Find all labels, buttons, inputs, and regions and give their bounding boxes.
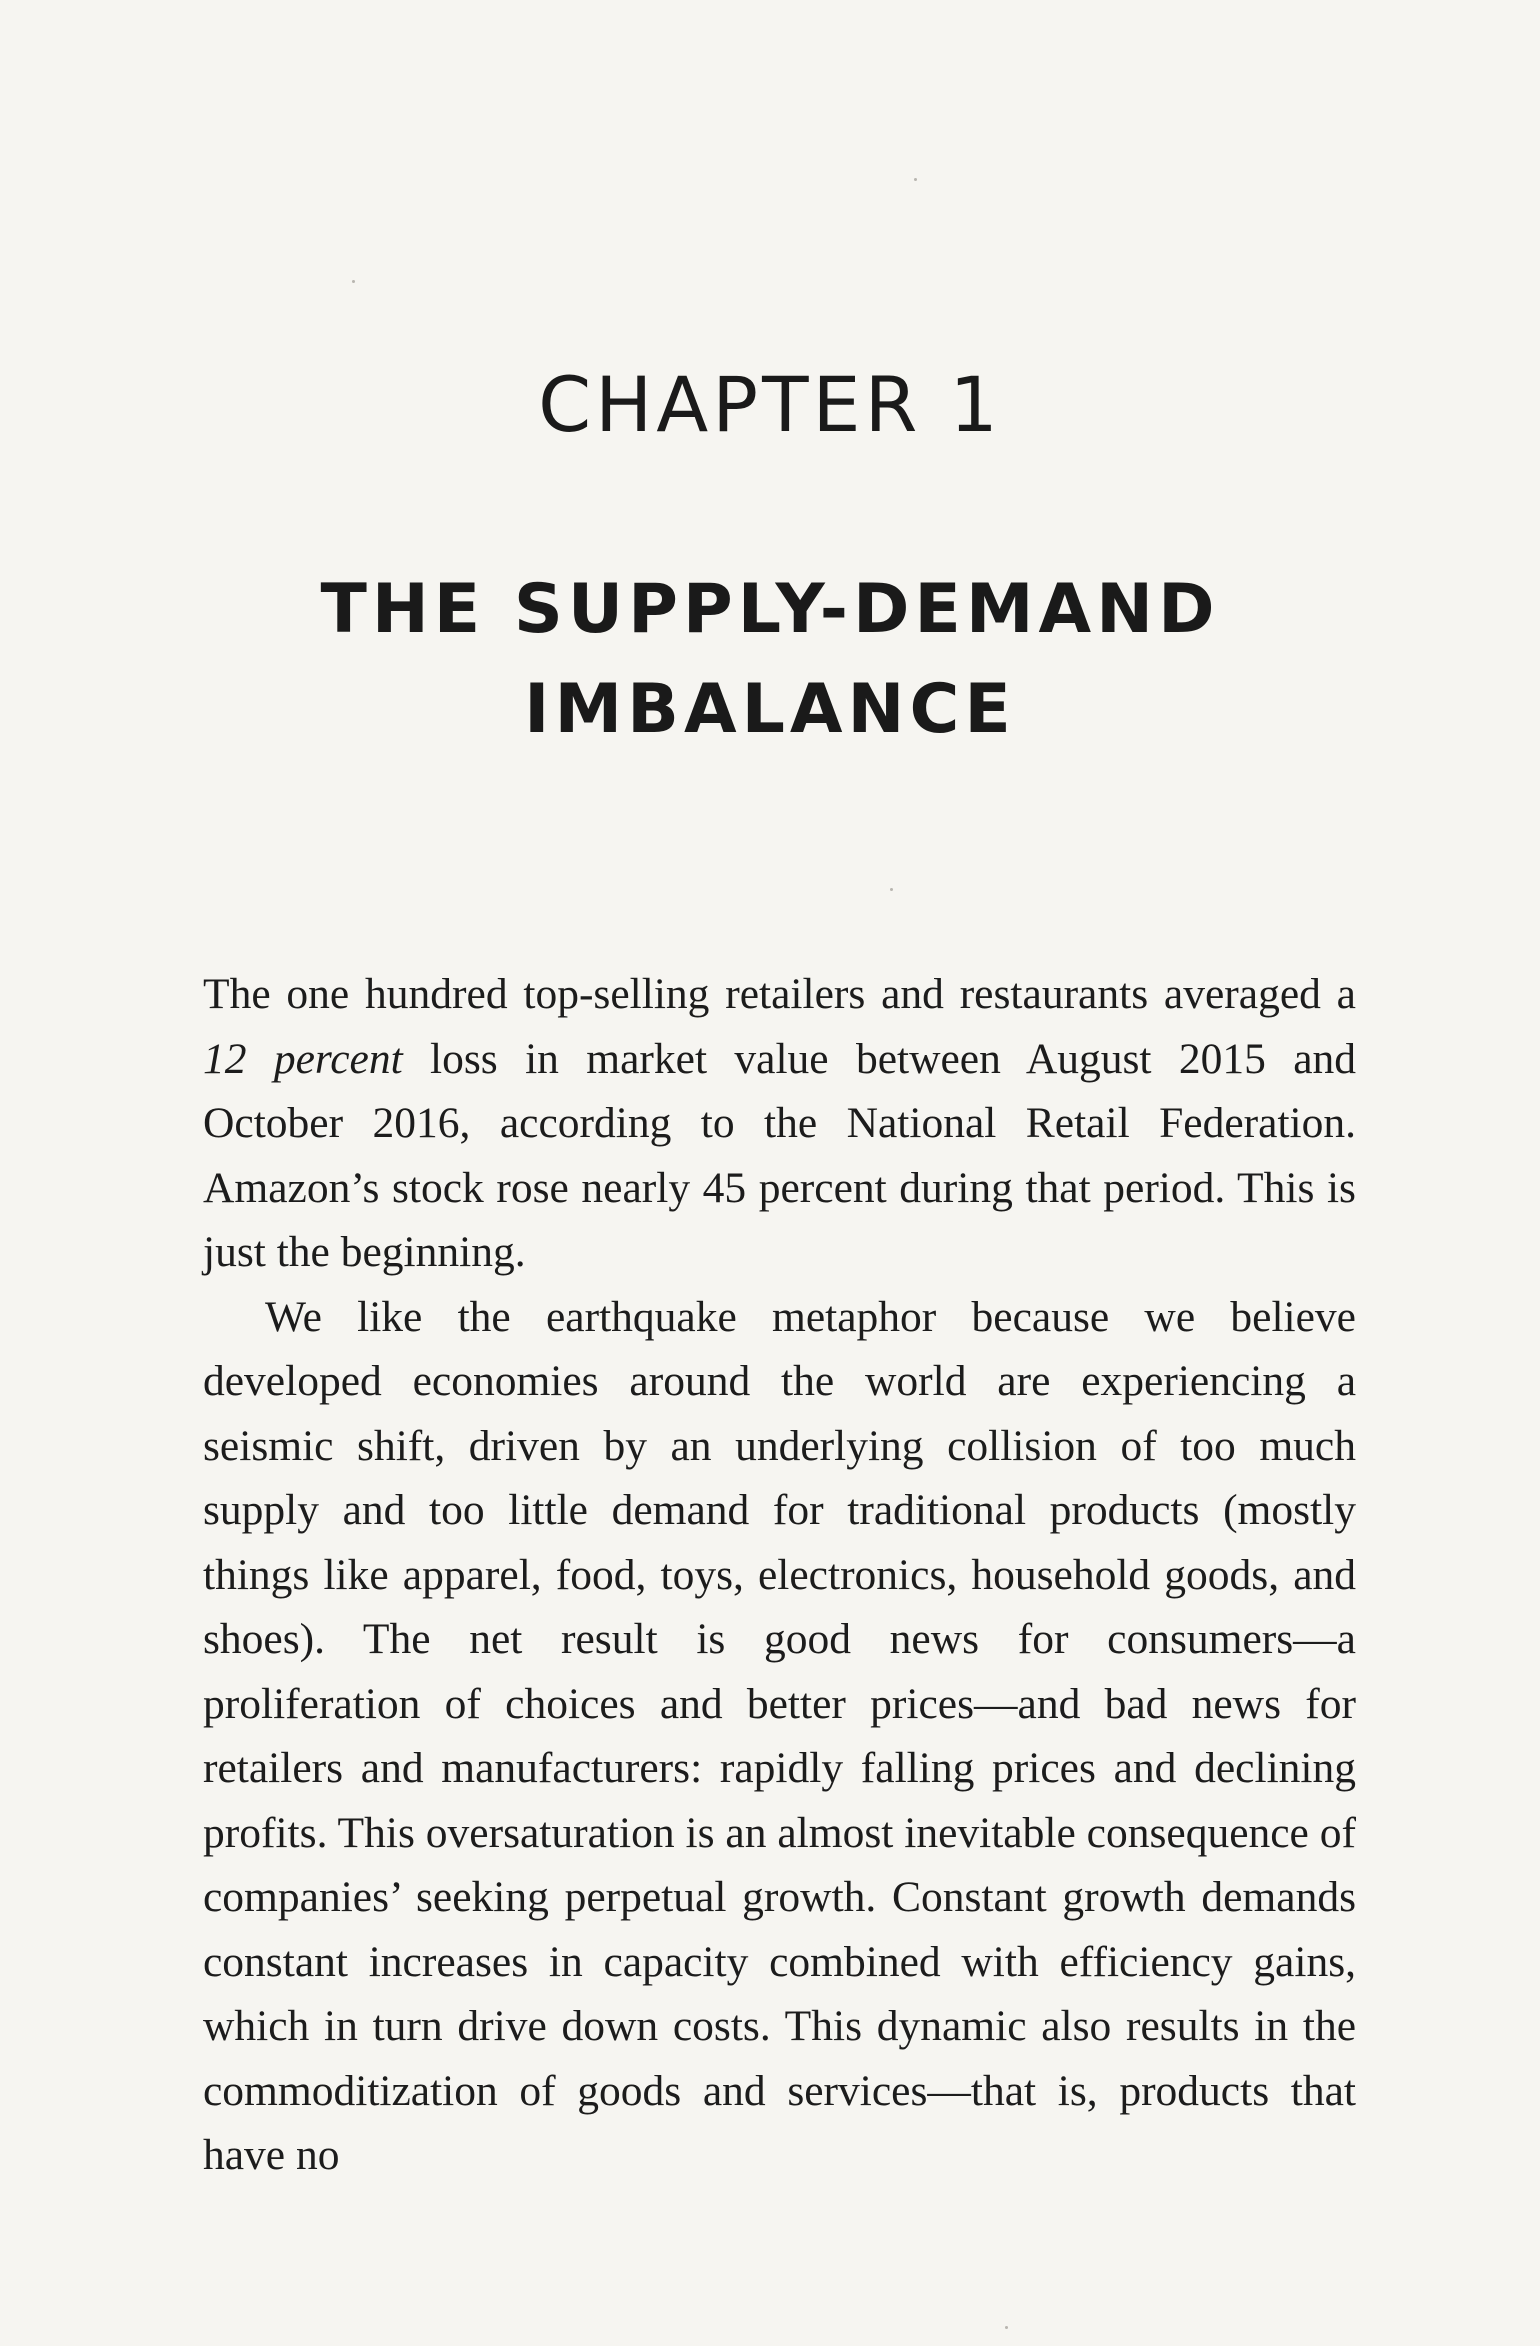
paper-speck [890, 888, 893, 891]
paragraph-1-rest: loss in market value between August 2015 and October 2016, according to the National Retail Federation. Amazon’s stock rose nearly 45 percent during that period. This is just the beginning. [203, 1034, 1357, 1276]
paper-speck [1005, 2326, 1008, 2329]
paper-speck [352, 280, 355, 283]
paragraph-2: We like the earthquake metaphor because we believe developed economies around the world are experiencing a seismic shift, driven by an underlying collision of too much supply and too little demand for traditional products (mostly things like apparel, food, toys, electronics, household goods, and shoes). The net result is good news for consumers—a proliferation of choices and better prices—and bad news for retailers and manufacturers: rapidly falling prices and declining profits. This oversaturation is an almost inevitable consequence of companies’ seeking perpetual growth. Constant growth demands constant increases in capacity combined with efficiency gains, which in turn drive down costs. This dynamic also results in the commoditization of goods and services—that is, products that have no [203, 1292, 1356, 2179]
chapter-title [0, 560, 1540, 760]
chapter-title-line-1: THE SUPPLY-DEMAND [320, 570, 1220, 649]
paragraph-1-lead: The one hundred top-selling retailers and restaurants averaged a [203, 970, 1356, 1018]
paragraph-1-emphasis: 12 percent [203, 1034, 403, 1083]
body-text [203, 962, 1356, 2188]
paragraph-1 [203, 962, 1356, 1285]
paper-speck [914, 178, 917, 181]
chapter-title-line-2: IMBALANCE [524, 670, 1016, 749]
chapter-number: CHAPTER 1 [538, 360, 1002, 449]
